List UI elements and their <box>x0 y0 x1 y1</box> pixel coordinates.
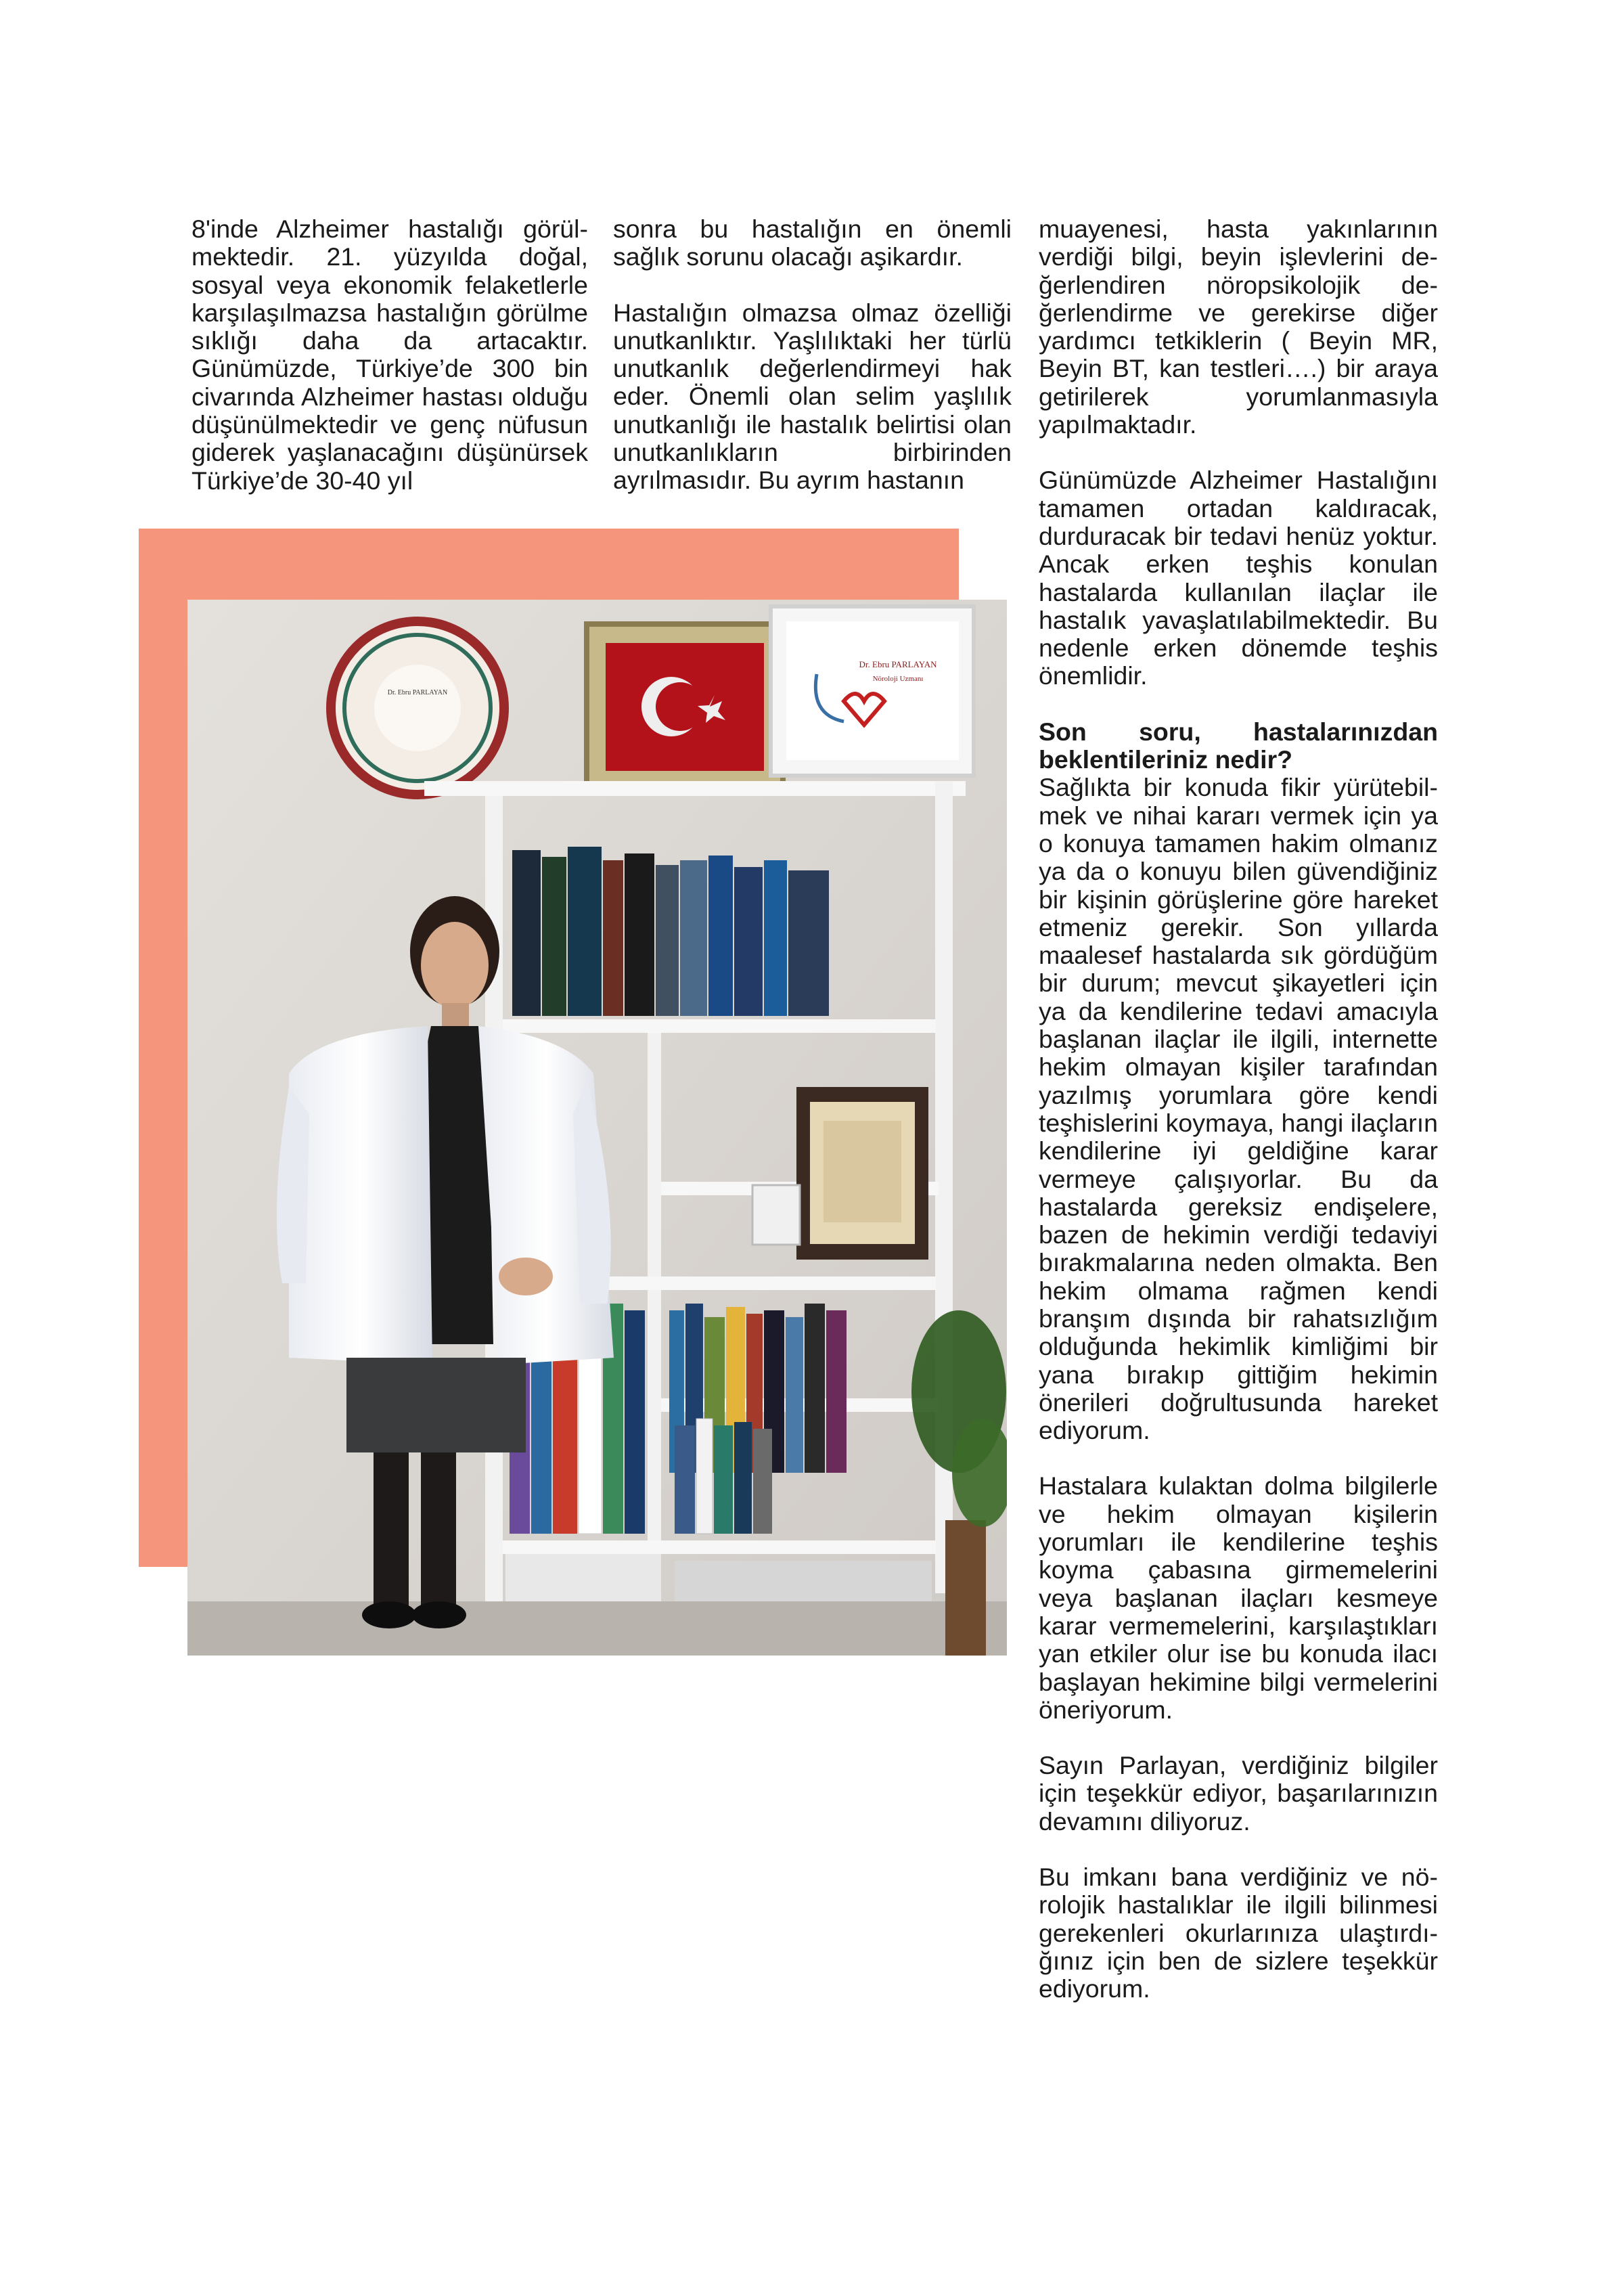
col1-paragraph-1: 8'inde Alzheimer hastalığı görülmektedir. 21. yüzyılda doğal, sosyal veya ekonomik felaketlerle karşılaşılmazsa hastalığın görülme sıklığı daha da artacaktır. Günümüzde, Türkiye’de 300 bin civarında Alzheimer hastası olduğu düşünülmektedir ve genç nüfusun giderek yaşlanacağını düşünürsek Türkiye’de 30-40 yıl <box>191 215 588 495</box>
question-heading-line-1: Son soru, hastalarınızdan <box>1039 717 1438 746</box>
article-column-1 <box>191 215 588 495</box>
col3-paragraph-6: Bu imkanı bana verdiğiniz ve nörolojik hastalıklar ile ilgili bilinmesi gerekenleri okurlarınıza ulaştırdığınız için ben de sizlere teşekkür ediyorum. <box>1039 1863 1438 2003</box>
col3-paragraph-2: Günümüzde Alzheimer Hastalığını tamamen ortadan kaldıracak, durduracak bir tedavi henüz yoktur. Ancak erken teşhis konulan hastalarda kullanılan ilaçlar ile hastalık yavaşlatılabilmektedir. Bu nedenle erken dönemde teşhis önemlidir. <box>1039 466 1438 690</box>
nameplate-title: Nöroloji Uzmanı <box>872 675 924 683</box>
hand <box>499 1258 553 1295</box>
col3-paragraph-4: Hastalara kulaktan dolma bilgilerle ve hekim olmayan kişilerin yorumları ile kendilerine teşhis koyma çabasına girmemelerini veya başlanan ilaçları kesmeye karar vermemelerini, karşılaştıkları yan etkiler olur ise bu konuda ilacı başlayan hekimine bilgi vermelerini öneriyorum. <box>1039 1471 1438 1724</box>
article-column-2 <box>613 215 1012 495</box>
left-shoe <box>362 1601 416 1628</box>
turkish-flag-frame <box>587 624 783 790</box>
doctor-portrait-photo <box>187 600 1007 1656</box>
white-coat-left <box>289 1026 432 1364</box>
col2-paragraph-1: sonra bu hastalığın en önemli sağlık sorunu olacağı aşikardır. <box>613 215 1012 271</box>
question-heading-line-2: beklentileriniz nedir? <box>1039 745 1293 774</box>
col3-paragraph-3: Sağlıkta bir konuda fikir yürütebilmek ve nihai kararı vermek için ya o konuya tamamen hakim olmanız ya da o konuyu bilen güvendiğiniz bir kişinin görüşlerine göre hareket etmeniz gerekir. Son yıllarda maalesef hastalarda sık gördüğüm bir durum; mevcut şikayetleri için ya da kendilerine tedavi amacıyla başlanan ilaçlar ile ilgili, internette hekim olmayan kişiler tarafından yazılmış yorumlara göre kendi teşhislerini koymaya, hangi ilaçların kendilerine iyi geldiğine karar vermeye çalışıyorlar. Bu da hastalarda gereksiz endişelere, bazen de hekimin verdiği tedaviyi bırakmalarına neden olmakta. Ben hekim olmama rağmen kendi branşım dışında bir rahatsızlığım olduğunda hekimlik kimliğimi bir yana bırakıp gittiğim hekimin önerileri doğrultusunda hareket ediyorum. <box>1039 773 1438 1445</box>
photo-illustration <box>187 600 1007 1656</box>
nameplate-name: Dr. Ebru PARLAYAN <box>859 659 937 669</box>
face <box>421 922 489 1008</box>
plate-text: Dr. Ebru PARLAYAN <box>387 689 448 696</box>
skirt <box>346 1358 526 1452</box>
col2-paragraph-2: Hastalığın olmazsa olmaz özelliği unutkanlıktır. Yaşlılıktaki her türlü unutkanlık değerlendirmeyi hak eder. Önemli olan selim yaşlılık unutkanlığı ile hastalık belirtisi olan unutkanlıkların birbirinden ayrılmasıdır. Bu ayrım hastanın <box>613 298 1012 495</box>
col3-paragraph-1: muayenesi, hasta yakınlarının verdiği bilgi, beyin işlevlerini değerlendiren nöropsikolojik değerlendirme ve gerekirse diğer yardımcı tetkiklerin ( Beyin MR, Beyin BT, kan testleri….) bir araya getirilerek yorumlanmasıyla yapılmaktadır. <box>1039 215 1438 439</box>
article-column-3 <box>1039 215 1438 2003</box>
right-leg <box>421 1452 456 1608</box>
nameplate-frame <box>771 606 974 776</box>
right-shoe <box>412 1601 466 1628</box>
decorative-plate <box>331 621 504 795</box>
question-heading <box>1039 718 1438 774</box>
col3-paragraph-5: Sayın Parlayan, verdiğiniz bilgiler için teşekkür ediyor, başarılarınızın devamını diliyoruz. <box>1039 1751 1438 1836</box>
floor <box>187 1601 1007 1656</box>
left-leg <box>374 1452 409 1608</box>
